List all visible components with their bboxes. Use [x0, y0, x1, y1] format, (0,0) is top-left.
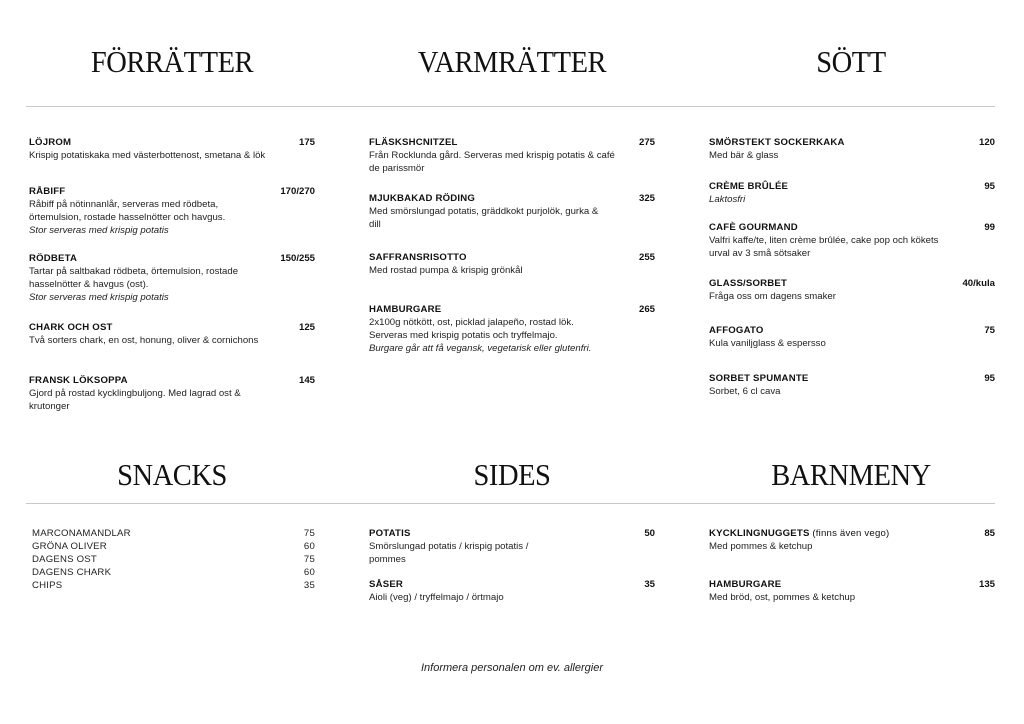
menu-item	[709, 181, 995, 206]
item-price: 95	[984, 181, 995, 192]
item-name: SAFFRANSRISOTTO	[369, 252, 467, 263]
item-note: Stor serveras med krispig potatis	[29, 292, 169, 303]
menu-item	[709, 579, 995, 604]
bottom-divider	[26, 503, 995, 504]
menu-item	[709, 278, 995, 303]
item-desc: Med smörslungad potatis, gräddkokt purjolök, gurka & dill	[369, 206, 599, 230]
item-price: 85	[984, 528, 995, 539]
menu-item	[369, 579, 655, 604]
item-desc: Fråga oss om dagens smaker	[709, 291, 836, 302]
item-price: 265	[638, 304, 655, 315]
item-price: 35	[644, 579, 655, 590]
item-price: 275	[638, 137, 655, 148]
item-name	[709, 528, 889, 539]
item-desc: Sorbet, 6 cl cava	[709, 386, 781, 397]
item-desc: Råbiff på nötinnanlår, serveras med rödbeta, örtemulsion, rostade hasselnötter och havgus.	[29, 199, 226, 223]
item-desc: Med rostad pumpa & krispig grönkål	[369, 265, 523, 276]
menu-item	[709, 137, 995, 162]
item-price: 40/kula	[962, 278, 995, 289]
item-name: GLASS/SORBET	[709, 278, 788, 289]
menu-item	[29, 253, 315, 304]
menu-item	[709, 325, 995, 350]
item-name: SÅSER	[369, 579, 404, 590]
item-price: 135	[978, 579, 995, 590]
snack-row	[32, 541, 315, 552]
item-price: 150/255	[280, 253, 315, 264]
item-name: SORBET SPUMANTE	[709, 373, 809, 384]
item-desc: Två sorters chark, en ost, honung, oliver & cornichons	[29, 335, 259, 346]
item-name: HAMBURGARE	[369, 304, 442, 315]
item-desc: Tartar på saltbakad rödbeta, örtemulsion, rostade hasselnötter & havgus (ost).	[29, 266, 239, 290]
menu-item	[29, 137, 315, 162]
allergy-notice: Informera personalen om ev. allergier	[421, 662, 603, 674]
snack-price: 60	[303, 567, 315, 578]
item-note: Laktosfri	[709, 194, 746, 205]
item-desc: Kula vaniljglass & espersso	[709, 338, 826, 349]
top-divider	[26, 106, 995, 107]
section-title-snacks: SNACKS	[117, 457, 227, 492]
snack-price: 35	[303, 580, 315, 591]
item-price: 125	[298, 322, 315, 333]
item-name: AFFOGATO	[709, 325, 764, 336]
item-desc: Krispig potatiskaka med västerbottenost, smetana & lök	[29, 150, 266, 161]
item-desc: Med pommes & ketchup	[709, 541, 813, 552]
snack-name: GRÖNA OLIVER	[32, 541, 107, 552]
item-name: CRÈME BRÛLÉE	[709, 181, 789, 192]
item-note: Burgare går att få vegansk, vegetarisk eller glutenfri.	[369, 343, 592, 354]
item-desc: Valfri kaffe/te, liten crème brûlée, cake pop och kökets urval av 3 små sötsaker	[709, 235, 939, 259]
item-price: 255	[638, 252, 655, 263]
menu-item	[369, 528, 655, 566]
menu-item	[369, 193, 655, 231]
menu-item	[369, 304, 655, 355]
item-desc: Med bröd, ost, pommes & ketchup	[709, 592, 856, 603]
item-price: 50	[644, 528, 655, 539]
snack-row	[32, 528, 315, 539]
snack-row	[32, 554, 315, 565]
item-price: 120	[978, 137, 995, 148]
item-name: CHARK OCH OST	[29, 322, 113, 333]
item-name: LÖJROM	[29, 137, 72, 148]
item-desc: Smörslungad potatis / krispig potatis / pommes	[369, 541, 529, 565]
item-price: 175	[298, 137, 315, 148]
item-name: MJUKBAKAD RÖDING	[369, 193, 476, 204]
item-name: FLÄSKSHCNITZEL	[369, 137, 458, 148]
item-price: 75	[984, 325, 995, 336]
item-price: 170/270	[280, 186, 315, 197]
section-title-sott: SÖTT	[816, 44, 886, 79]
snack-row	[32, 580, 315, 591]
menu-item	[709, 373, 995, 398]
snack-price: 75	[303, 528, 315, 539]
item-name: SMÖRSTEKT SOCKERKAKA	[709, 137, 845, 148]
snack-name: DAGENS CHARK	[32, 567, 112, 578]
menu-item	[369, 252, 655, 277]
item-desc: Gjord på rostad kycklingbuljong. Med lagrad ost & krutonger	[29, 388, 241, 412]
section-title-forratter: FÖRRÄTTER	[90, 44, 254, 79]
snack-price: 60	[303, 541, 315, 552]
item-name: CAFÈ GOURMAND	[709, 222, 798, 233]
item-desc: 2x100g nötkött, ost, picklad jalapeño, rostad lök. Serveras med krispig potatis och tryffelmajo.	[369, 317, 574, 341]
item-price: 325	[638, 193, 655, 204]
item-price: 145	[298, 375, 315, 386]
item-note: Stor serveras med krispig potatis	[29, 225, 169, 236]
section-title-varmratter: VARMRÄTTER	[417, 44, 607, 79]
item-price: 95	[984, 373, 995, 384]
menu-item	[709, 222, 995, 260]
item-name: RÅBIFF	[29, 186, 66, 197]
snack-name: MARCONAMANDLAR	[32, 528, 131, 539]
item-name: HAMBURGARE	[709, 579, 782, 590]
menu-item	[369, 137, 655, 175]
item-name: RÖDBETA	[29, 253, 78, 264]
item-name-main: KYCKLINGNUGGETS	[709, 528, 810, 539]
section-title-barnmeny: BARNMENY	[771, 457, 931, 492]
item-name: POTATIS	[369, 528, 411, 539]
snack-name: DAGENS OST	[32, 554, 97, 565]
item-desc: Aioli (veg) / tryffelmajo / örtmajo	[369, 592, 504, 603]
item-name-extra: (finns även vego)	[809, 528, 890, 539]
item-desc: Med bär & glass	[709, 150, 779, 161]
menu-item	[29, 375, 315, 413]
item-price: 99	[984, 222, 995, 233]
menu-item	[709, 528, 995, 553]
item-name: FRANSK LÖKSOPPA	[29, 375, 128, 386]
item-desc: Från Rocklunda gård. Serveras med krispig potatis & café de parissmör	[369, 150, 615, 174]
section-title-sides: SIDES	[473, 457, 551, 492]
menu-item	[29, 322, 315, 347]
snack-price: 75	[303, 554, 315, 565]
snack-row	[32, 567, 315, 578]
snack-name: CHIPS	[32, 580, 63, 591]
menu-item	[29, 186, 315, 237]
